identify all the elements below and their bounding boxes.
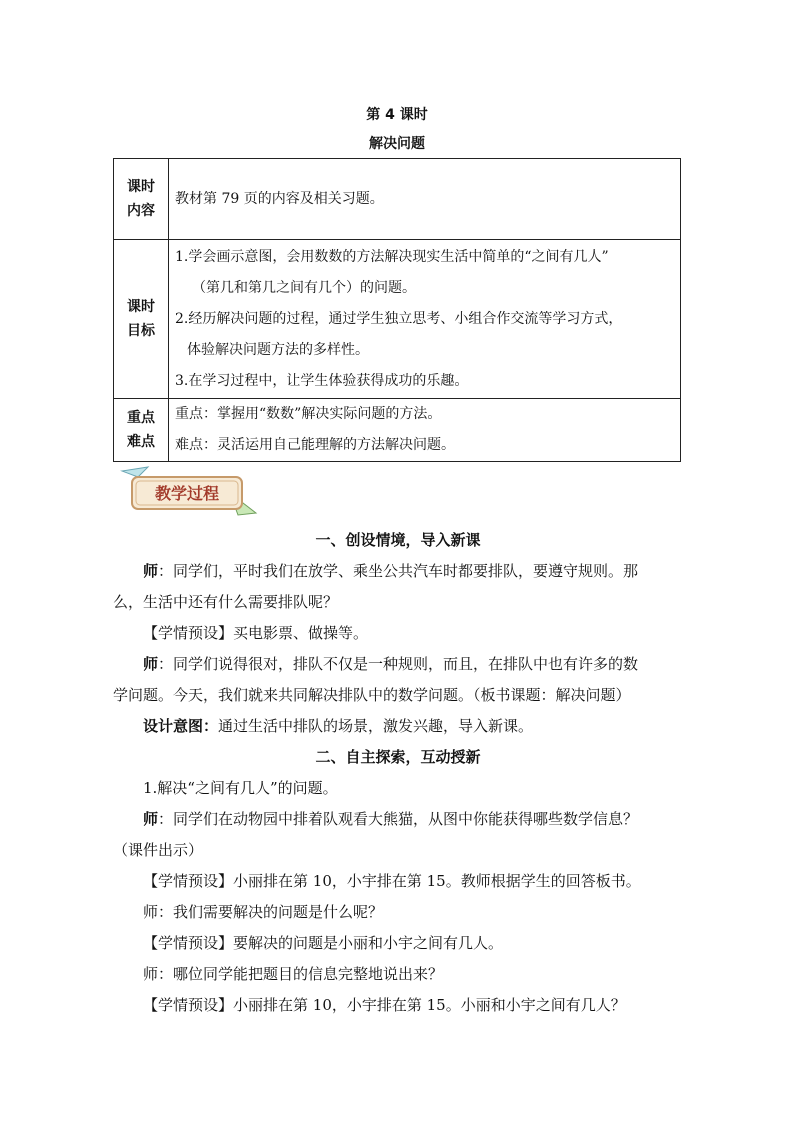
paper-plane-icon: [122, 467, 148, 477]
keypoints-label: [114, 399, 169, 462]
speaker-label: 师: [143, 562, 159, 580]
paragraph: [113, 556, 683, 587]
paragraph: 【学情预设】要解决的问题是小丽和小宇之间有几人。: [143, 934, 504, 952]
paragraph-text: 学问题。今天，我们就来共同解决排队中的数学问题。（板书课题：解决问题）: [113, 686, 631, 704]
badge-text: 教学过程: [154, 484, 220, 503]
paragraph: 1.解决“之间有几人”的问题。: [143, 779, 338, 797]
paragraph-text: 么，生活中还有什么需要排队呢？: [113, 593, 339, 611]
goal-line: 1.学会画示意图，会用数数的方法解决现实生活中简单的“之间有几人”: [175, 248, 609, 265]
content-label: [114, 159, 169, 240]
content-text: [169, 159, 681, 240]
table-row: [114, 240, 681, 399]
lesson-topic: 解决问题: [369, 136, 425, 152]
section-heading: 一、创设情境，导入新课: [315, 531, 481, 549]
teaching-process: [113, 525, 683, 1021]
content-label-text: 课时 内容: [127, 179, 155, 219]
goal-line: （第几和第几之间有几个）的问题。: [192, 279, 416, 296]
paragraph: [113, 649, 683, 680]
lesson-plan-table: [113, 158, 681, 462]
lesson-number: 第 4 课时: [366, 107, 428, 123]
goal-line: 2.经历解决问题的过程，通过学生独立思考、小组合作交流等学习方式，: [175, 310, 623, 327]
paragraph-text: （课件出示）: [113, 841, 204, 859]
paragraph: 师：哪位同学能把题目的信息完整地说出来？: [143, 965, 444, 983]
goals-list: [169, 240, 681, 399]
content-line: 教材第 79 页的内容及相关习题。: [175, 190, 384, 207]
goals-label-text: 课时 目标: [127, 299, 155, 339]
paragraph: 【学情预设】买电影票、做操等。: [143, 624, 369, 642]
difficult-point: 难点：灵活运用自己能理解的方法解决问题。: [175, 437, 455, 453]
paragraph-text: ：同学们在动物园中排着队观看大熊猫，从图中你能获得哪些数学信息？: [158, 810, 639, 828]
paragraph: [113, 711, 683, 742]
design-intent-label: 设计意图：: [143, 717, 219, 735]
paragraph: 【学情预设】小丽排在第 10，小宇排在第 15。小丽和小宇之间有几人？: [143, 996, 626, 1014]
paragraph-text: ：同学们说得很对，排队不仅是一种规则，而且，在排队中也有许多的数: [158, 655, 639, 673]
paragraph: 【学情预设】小丽排在第 10，小宇排在第 15。教师根据学生的回答板书。: [143, 872, 641, 890]
paragraph-text: ：同学们，平时我们在放学、乘坐公共汽车时都要排队，要遵守规则。那: [158, 562, 639, 580]
table-row: [114, 159, 681, 240]
paragraph-text: 通过生活中排队的场景，激发兴趣，导入新课。: [218, 717, 534, 735]
teaching-process-badge: [118, 463, 258, 521]
keypoints-label-1: 重点: [127, 410, 155, 426]
goal-line: 体验解决问题方法的多样性。: [187, 341, 369, 358]
goal-line: 3.在学习过程中，让学生体验获得成功的乐趣。: [175, 372, 469, 389]
paragraph: [113, 804, 683, 835]
key-point: 重点：掌握用“数数”解决实际问题的方法。: [175, 406, 442, 422]
speaker-label: 师: [143, 810, 159, 828]
speaker-label: 师: [143, 655, 159, 673]
keypoints-text: [169, 399, 681, 462]
section-heading: 二、自主探索，互动授新: [315, 748, 481, 766]
paragraph: 师：我们需要解决的问题是什么呢？: [143, 903, 384, 921]
table-row: [114, 399, 681, 462]
goals-label: [114, 240, 169, 399]
keypoints-label-2: 难点: [127, 434, 155, 450]
